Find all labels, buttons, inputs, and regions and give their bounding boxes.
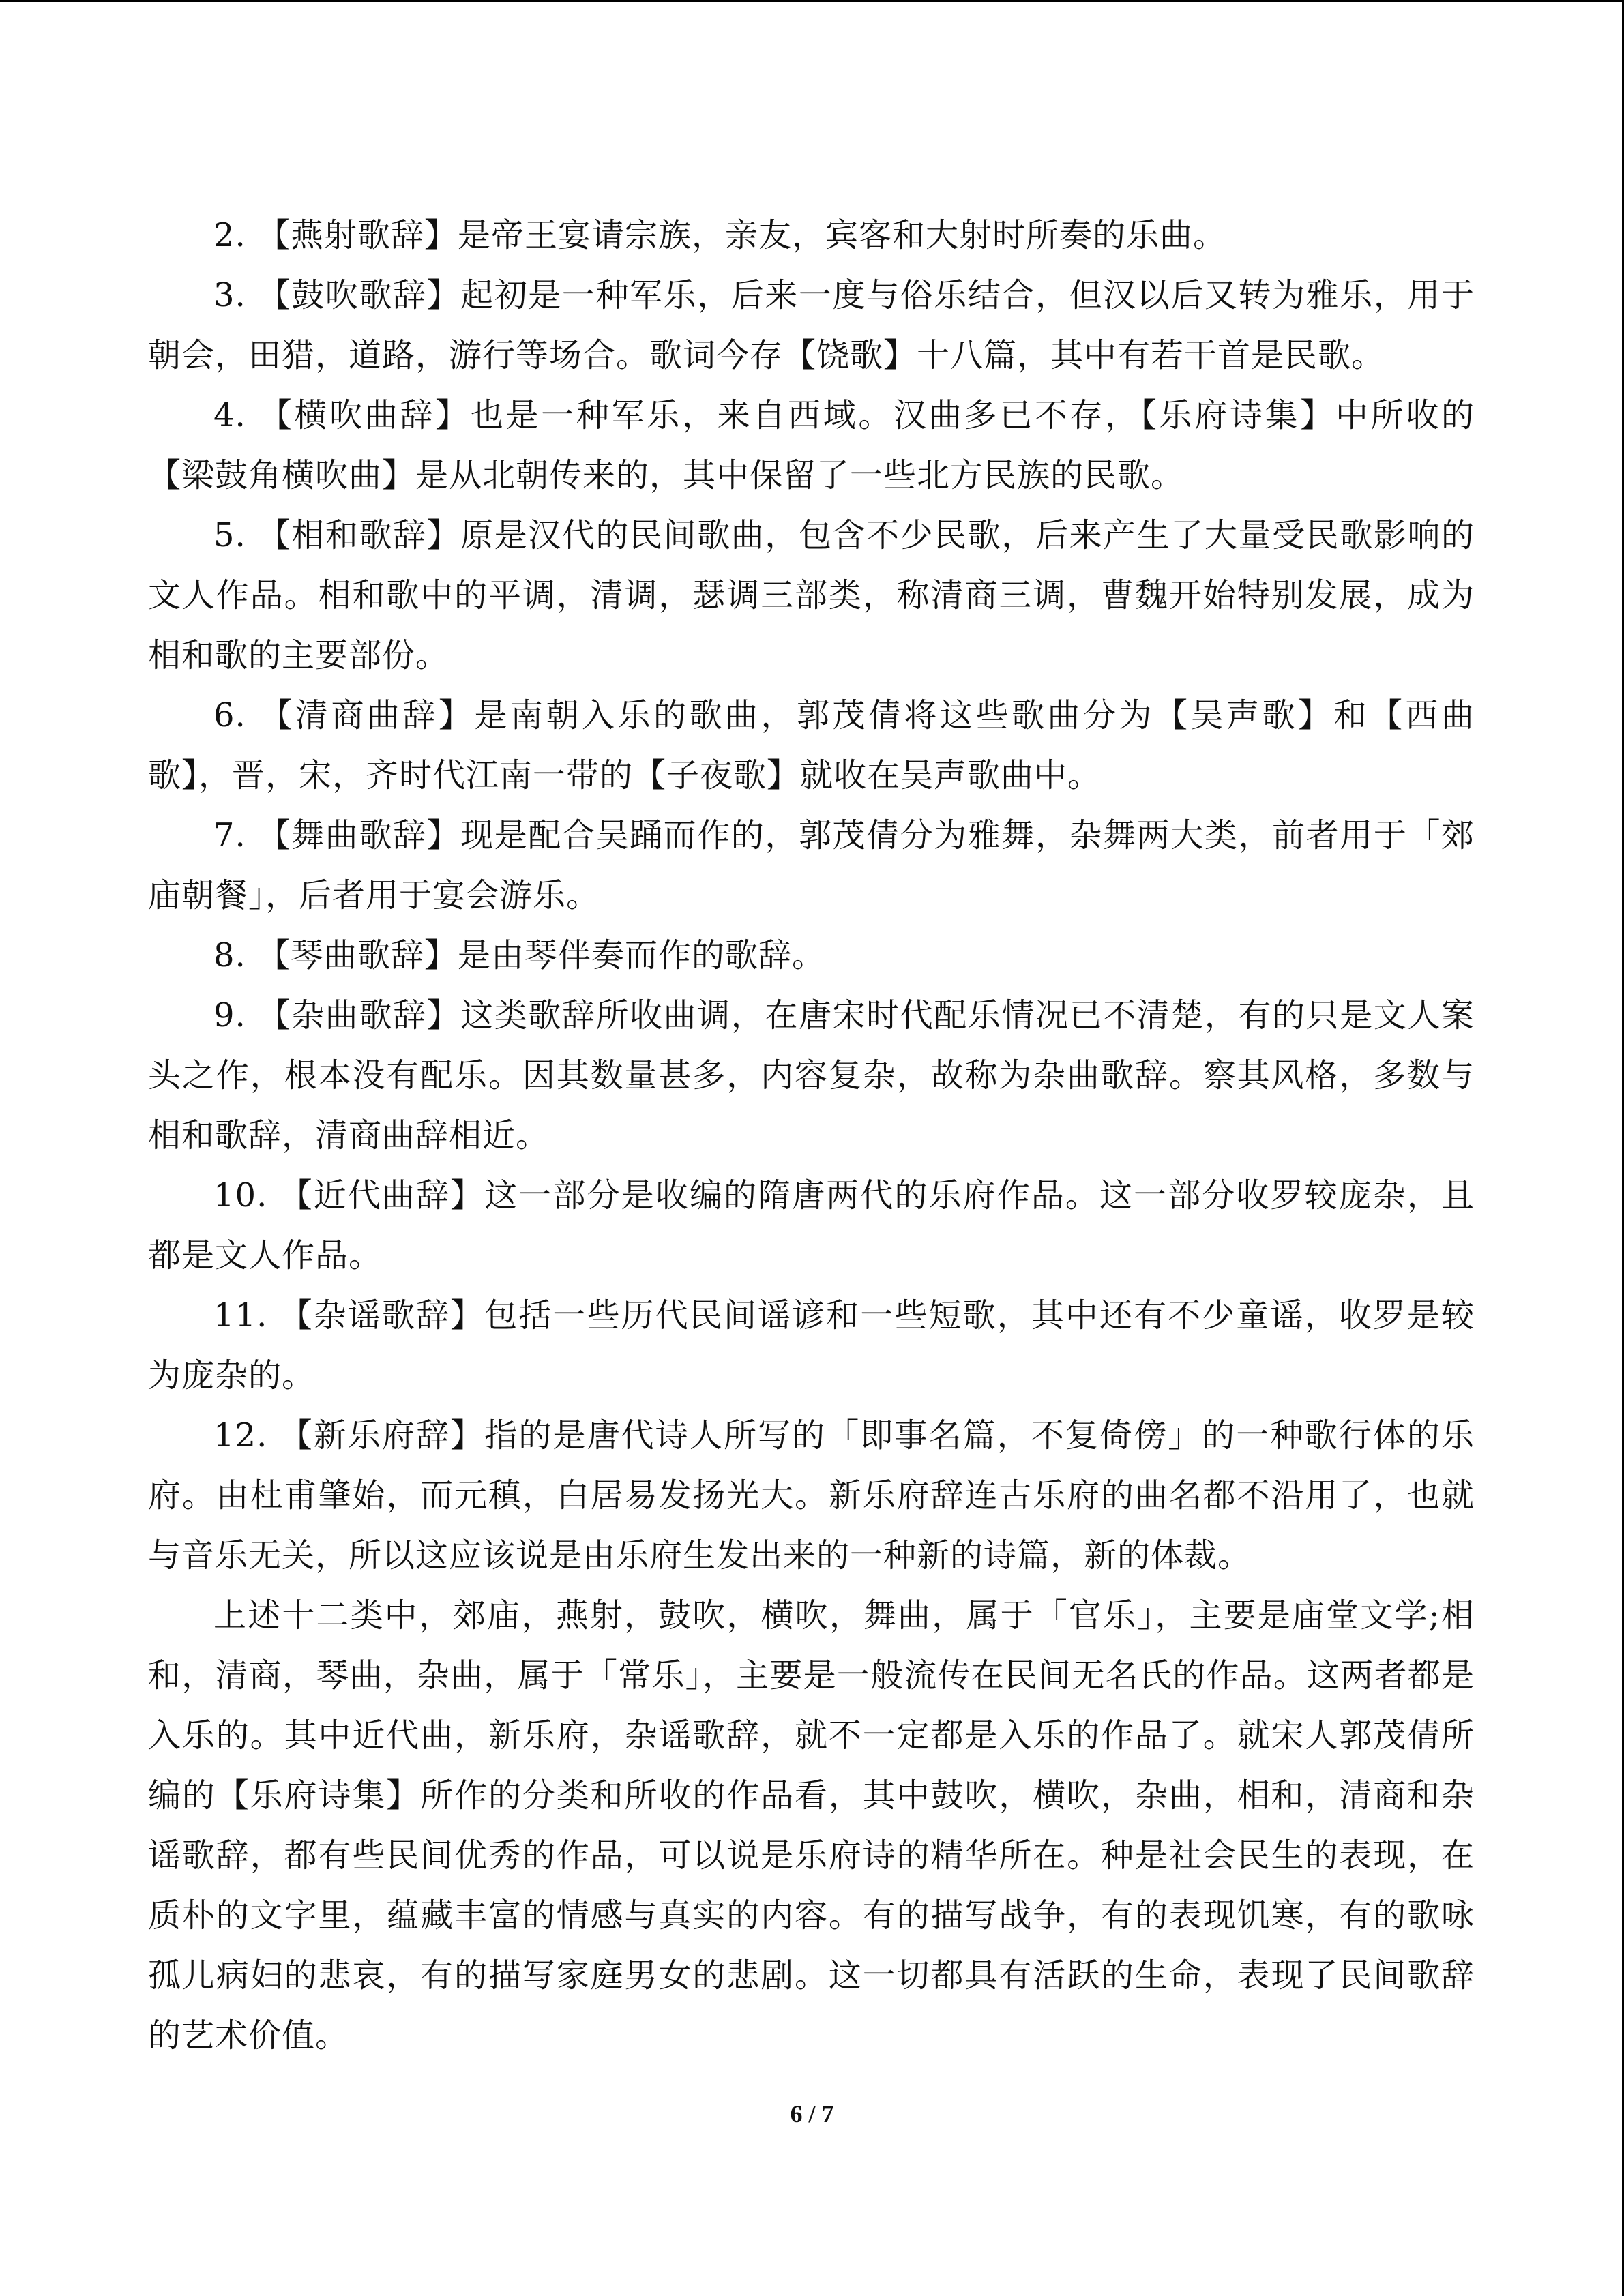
paragraph-item-7: 7. 【舞曲歌辞】现是配合吴踊而作的，郭茂倩分为雅舞，杂舞两大类，前者用于「郊庙朝餐」，后者用于宴会游乐。 — [148, 816, 1475, 914]
paragraph-item-5: 5. 【相和歌辞】原是汉代的民间歌曲，包含不少民歌，后来产生了大量受民歌影响的文人作品。相和歌中的平调，清调，瑟调三部类，称清商三调，曹魏开始特别发展，成为相和歌的主要部份。 — [148, 516, 1475, 674]
paragraph-item-3: 3. 【鼓吹歌辞】起初是一种军乐，后来一度与俗乐结合，但汉以后又转为雅乐，用于朝会，田猎，道路，游行等场合。歌词今存【饶歌】十八篇，其中有若干首是民歌。 — [148, 276, 1475, 374]
page-number: 6 / 7 — [790, 2100, 834, 2128]
paragraph-item-2: 2. 【燕射歌辞】是帝王宴请宗族，亲友，宾客和大射时所奏的乐曲。 — [213, 216, 1227, 254]
paragraph-item-10: 10. 【近代曲辞】这一部分是收编的隋唐两代的乐府作品。这一部分收罗较庞杂，且都是文人作品。 — [148, 1176, 1475, 1274]
paragraph-item-9: 9. 【杂曲歌辞】这类歌辞所收曲调，在唐宋时代配乐情况已不清楚，有的只是文人案头之作，根本没有配乐。因其数量甚多，内容复杂，故称为杂曲歌辞。察其风格，多数与相和歌辞，清商曲辞相近。 — [148, 996, 1475, 1154]
paragraph-item-8: 8. 【琴曲歌辞】是由琴伴奏而作的歌辞。 — [213, 936, 826, 974]
paragraph-item-12: 12. 【新乐府辞】指的是唐代诗人所写的「即事名篇，不复倚傍」的一种歌行体的乐府。由杜甫肇始，而元稹，白居易发扬光大。新乐府辞连古乐府的曲名都不沿用了，也就与音乐无关，所以这应该说是由乐府生发出来的一种新的诗篇，新的体裁。 — [148, 1416, 1475, 1575]
paragraph-item-4: 4. 【横吹曲辞】也是一种军乐，来自西域。汉曲多已不存，【乐府诗集】中所收的【梁鼓角横吹曲】是从北朝传来的，其中保留了一些北方民族的民歌。 — [148, 396, 1475, 494]
summary-paragraph: 上述十二类中，郊庙，燕射，鼓吹，横吹，舞曲，属于「官乐」，主要是庙堂文学;相和，清商，琴曲，杂曲，属于「常乐」，主要是一般流传在民间无名氏的作品。这两者都是入乐的。其中近代曲，新乐府，杂谣歌辞，就不一定都是入乐的作品了。就宋人郭茂倩所编的【乐府诗集】所作的分类和所收的作品看，其中鼓吹，横吹，杂曲，相和，清商和杂谣歌辞，都有些民间优秀的作品，可以说是乐府诗的精华所在。种是社会民生的表现，在质朴的文字里，蕴藏丰富的情感与真实的内容。有的描写战争，有的表现饥寒，有的歌咏孤儿病妇的悲哀，有的描写家庭男女的悲剧。这一切都具有活跃的生命，表现了民间歌辞的艺术价值。 — [148, 1596, 1475, 2055]
document-body — [148, 205, 1475, 2066]
paragraph-item-6: 6. 【清商曲辞】是南朝入乐的歌曲，郭茂倩将这些歌曲分为【吴声歌】和【西曲歌】，晋，宋，齐时代江南一带的【子夜歌】就收在吴声歌曲中。 — [148, 696, 1475, 794]
paragraph-item-11: 11. 【杂谣歌辞】包括一些历代民间谣谚和一些短歌，其中还有不少童谣，收罗是较为庞杂的。 — [148, 1296, 1475, 1395]
page-border-top — [0, 0, 1624, 2]
